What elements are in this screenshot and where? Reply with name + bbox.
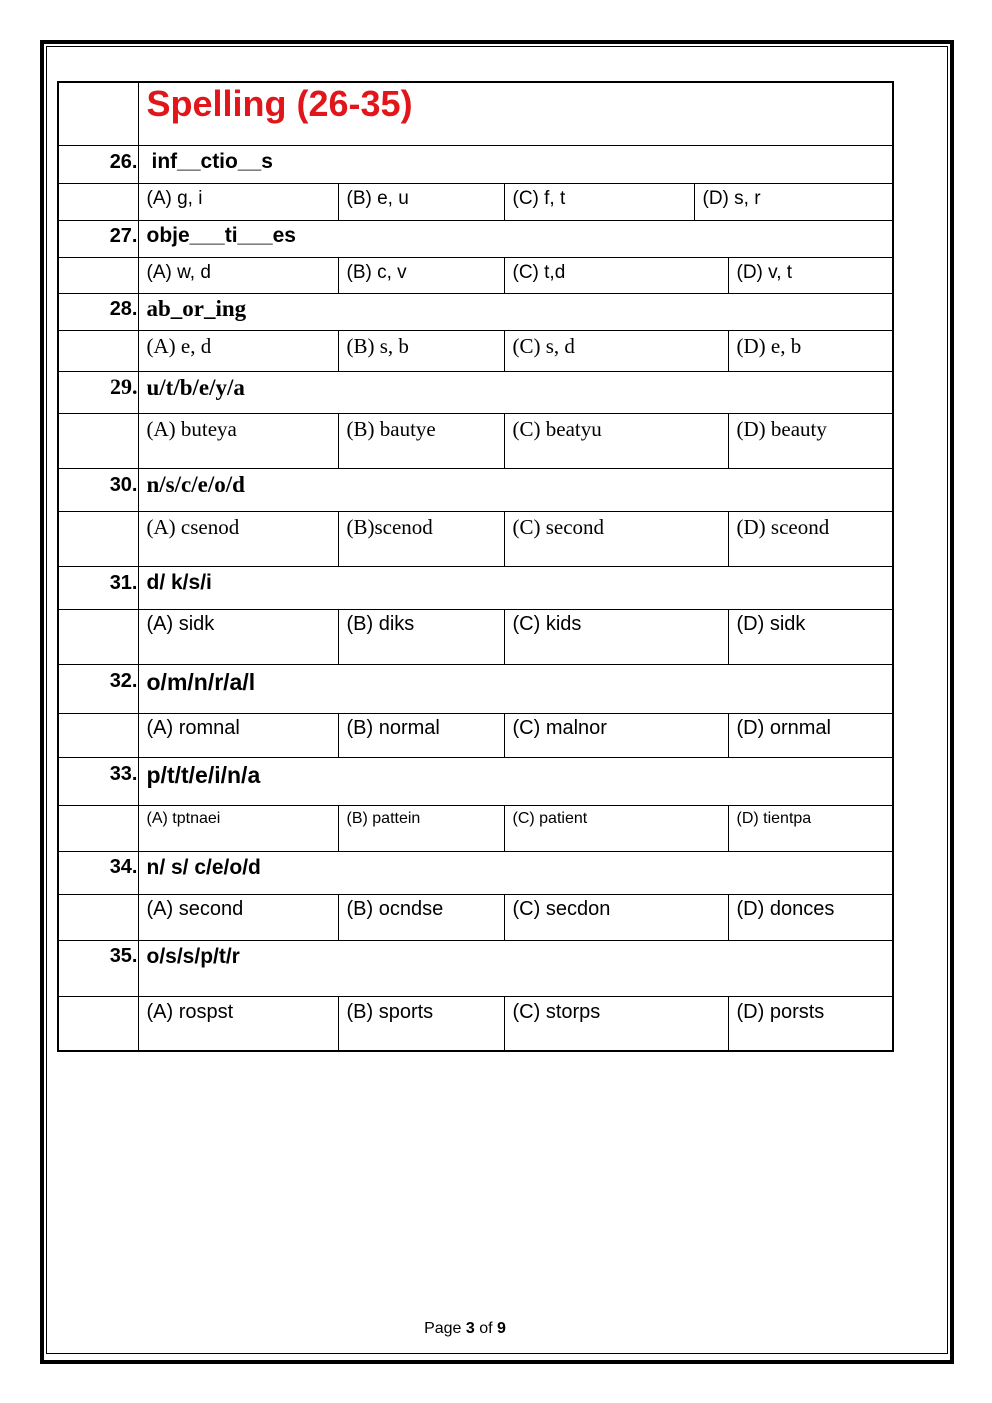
option-row-spacer bbox=[58, 805, 138, 851]
question-text-34: n/ s/ c/e/o/d bbox=[138, 851, 893, 894]
question-number-35: 35. bbox=[58, 940, 138, 996]
option-33-a[interactable]: (A) tptnaei bbox=[138, 805, 338, 851]
option-29-d[interactable]: (D) beauty bbox=[728, 413, 893, 468]
question-text-26: inf__ctio__s bbox=[138, 145, 893, 183]
question-text-28: ab_or_ing bbox=[138, 293, 893, 330]
option-31-c[interactable]: (C) kids bbox=[504, 609, 728, 664]
option-33-b[interactable]: (B) pattein bbox=[338, 805, 504, 851]
option-33-c[interactable]: (C) patient bbox=[504, 805, 728, 851]
option-30-a[interactable]: (A) csenod bbox=[138, 511, 338, 566]
option-28-a[interactable]: (A) e, d bbox=[138, 330, 338, 371]
option-26-a[interactable]: (A) g, i bbox=[138, 183, 338, 220]
option-28-b[interactable]: (B) s, b bbox=[338, 330, 504, 371]
question-text-29: u/t/b/e/y/a bbox=[138, 371, 893, 413]
footer-page-number: 3 bbox=[465, 1320, 475, 1337]
footer-middle: of bbox=[474, 1320, 498, 1337]
option-31-d[interactable]: (D) sidk bbox=[728, 609, 893, 664]
question-number-30: 30. bbox=[58, 468, 138, 511]
option-row-spacer bbox=[58, 413, 138, 468]
option-34-c[interactable]: (C) secdon bbox=[504, 894, 728, 940]
question-number-29: 29. bbox=[58, 371, 138, 413]
option-row-spacer bbox=[58, 996, 138, 1051]
question-text-35: o/s/s/p/t/r bbox=[138, 940, 893, 996]
page-footer bbox=[0, 1320, 930, 1338]
option-row-spacer bbox=[58, 894, 138, 940]
option-30-d[interactable]: (D) sceond bbox=[728, 511, 893, 566]
option-row-spacer bbox=[58, 257, 138, 293]
option-28-d[interactable]: (D) e, b bbox=[728, 330, 893, 371]
option-34-d[interactable]: (D) donces bbox=[728, 894, 893, 940]
option-32-b[interactable]: (B) normal bbox=[338, 713, 504, 757]
option-27-b[interactable]: (B) c, v bbox=[338, 257, 504, 293]
spelling-table bbox=[57, 81, 894, 1052]
option-29-a[interactable]: (A) buteya bbox=[138, 413, 338, 468]
option-27-c[interactable]: (C) t,d bbox=[504, 257, 728, 293]
footer-total-pages: 9 bbox=[497, 1320, 506, 1337]
option-34-b[interactable]: (B) ocndse bbox=[338, 894, 504, 940]
option-row-spacer bbox=[58, 511, 138, 566]
question-number-33: 33. bbox=[58, 757, 138, 805]
question-text-30: n/s/c/e/o/d bbox=[138, 468, 893, 511]
option-26-c[interactable]: (C) f, t bbox=[504, 183, 694, 220]
question-text-27: obje___ti___es bbox=[138, 220, 893, 257]
option-31-b[interactable]: (B) diks bbox=[338, 609, 504, 664]
question-number-26: 26. bbox=[58, 145, 138, 183]
option-35-d[interactable]: (D) porsts bbox=[728, 996, 893, 1051]
option-26-d[interactable]: (D) s, r bbox=[694, 183, 893, 220]
option-row-spacer bbox=[58, 609, 138, 664]
question-text-31: d/ k/s/i bbox=[138, 566, 893, 609]
question-text-33: p/t/t/e/i/n/a bbox=[138, 757, 893, 805]
section-title: Spelling (26-35) bbox=[138, 82, 893, 145]
option-30-c[interactable]: (C) second bbox=[504, 511, 728, 566]
option-34-a[interactable]: (A) second bbox=[138, 894, 338, 940]
question-text-32: o/m/n/r/a/l bbox=[138, 664, 893, 713]
question-number-27: 27. bbox=[58, 220, 138, 257]
option-row-spacer bbox=[58, 183, 138, 220]
option-29-c[interactable]: (C) beatyu bbox=[504, 413, 728, 468]
option-32-c[interactable]: (C) malnor bbox=[504, 713, 728, 757]
option-30-b[interactable]: (B)scenod bbox=[338, 511, 504, 566]
question-number-28: 28. bbox=[58, 293, 138, 330]
option-28-c[interactable]: (C) s, d bbox=[504, 330, 728, 371]
footer-prefix: Page bbox=[424, 1320, 466, 1337]
option-32-a[interactable]: (A) romnal bbox=[138, 713, 338, 757]
question-number-32: 32. bbox=[58, 664, 138, 713]
option-35-b[interactable]: (B) sports bbox=[338, 996, 504, 1051]
option-33-d[interactable]: (D) tientpa bbox=[728, 805, 893, 851]
option-31-a[interactable]: (A) sidk bbox=[138, 609, 338, 664]
option-27-d[interactable]: (D) v, t bbox=[728, 257, 893, 293]
option-row-spacer bbox=[58, 330, 138, 371]
option-26-b[interactable]: (B) e, u bbox=[338, 183, 504, 220]
option-32-d[interactable]: (D) ornmal bbox=[728, 713, 893, 757]
option-29-b[interactable]: (B) bautye bbox=[338, 413, 504, 468]
question-number-31: 31. bbox=[58, 566, 138, 609]
option-row-spacer bbox=[58, 713, 138, 757]
title-blank-cell bbox=[58, 82, 138, 145]
option-27-a[interactable]: (A) w, d bbox=[138, 257, 338, 293]
question-number-34: 34. bbox=[58, 851, 138, 894]
option-35-c[interactable]: (C) storps bbox=[504, 996, 728, 1051]
option-35-a[interactable]: (A) rospst bbox=[138, 996, 338, 1051]
